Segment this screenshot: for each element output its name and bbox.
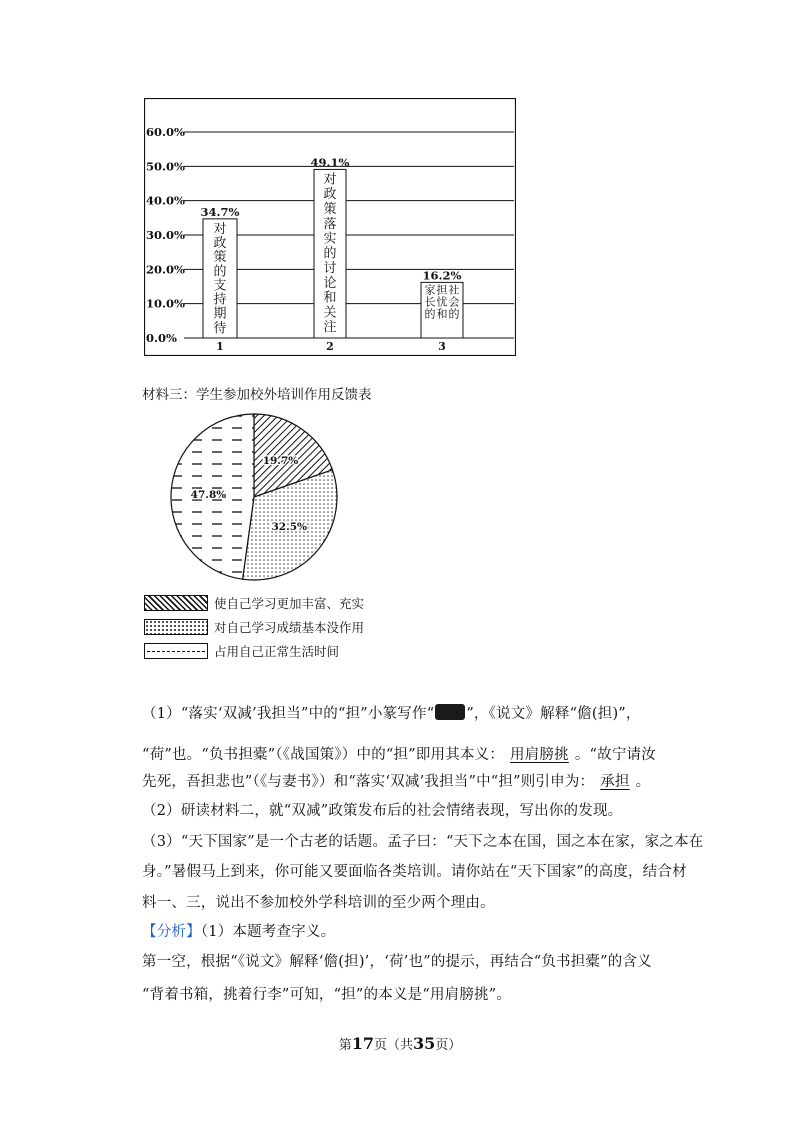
y-tick-label: 30.0% — [146, 228, 185, 242]
bar-inner-text: 政 — [323, 187, 337, 203]
seal-script-character-image — [435, 704, 465, 720]
answer-blank-1: 用肩膀挑 — [510, 747, 569, 763]
footer-text: 页（共 — [373, 1038, 413, 1053]
bar-inner-text: 注 — [323, 320, 337, 336]
bar-inner-text: 待 — [213, 320, 227, 336]
bar-inner-text: 政 — [213, 236, 227, 252]
total-pages: 35 — [413, 1034, 436, 1053]
bar-inner-text: 落 — [323, 216, 337, 232]
q1-line-3 — [142, 772, 650, 792]
bar-inner-text: 的 — [213, 264, 227, 280]
bar-inner-text: 实 — [323, 231, 337, 247]
y-tick-label: 50.0% — [146, 159, 185, 174]
legend-label: 占用自己正常生活时间 — [214, 644, 340, 659]
q2-text: （2）研读材料二，就“双减”政策发布后的社会情绪表现，写出你的发现。 — [142, 803, 623, 819]
q1-line-1 — [142, 704, 641, 724]
legend-item-occupy-time — [144, 641, 339, 661]
q1-text: ”，《说文》解释“儋(担)”， — [466, 706, 641, 722]
analysis-tag: 【分析】 — [142, 924, 201, 940]
bar-inner-text: 社 — [448, 283, 460, 297]
y-tick-label: 20.0% — [146, 262, 185, 277]
y-tick-label: 60.0% — [146, 125, 185, 139]
legend-label: 对自己学习成绩基本没作用 — [214, 620, 365, 635]
bar-inner-text: 的 — [424, 307, 436, 321]
bar-inner-text: 家 — [424, 283, 436, 297]
bar-chart — [144, 98, 516, 356]
page-footer — [0, 1034, 800, 1053]
bar-inner-text: 忧 — [436, 295, 448, 309]
y-tick-label: 10.0% — [146, 296, 185, 311]
legend-swatch-dash — [144, 643, 208, 659]
q3-line-2: 身。”暑假马上到来，你可能又要面临各类培训。请你站在“天下国家”的高度，结合材 — [142, 864, 687, 880]
bar-inner-text: 对 — [323, 172, 337, 188]
q1-line-2 — [142, 745, 656, 765]
q1-text: 。 — [635, 774, 651, 790]
legend-swatch-hatch — [144, 595, 208, 611]
page-number: 17 — [351, 1034, 374, 1053]
pie-data-label: 32.5% — [271, 520, 308, 533]
bar-inner-text: 期 — [213, 306, 227, 322]
bar-data-label: 34.7% — [200, 204, 240, 219]
bar-inner-text: 长 — [424, 295, 436, 309]
footer-text: 页） — [435, 1038, 462, 1053]
bar-inner-text: 和 — [323, 290, 337, 306]
bar-inner-text: 会 — [448, 295, 460, 309]
bar-inner-text: 支 — [213, 278, 227, 294]
bar-inner-text: 对 — [213, 221, 227, 237]
bar-inner-text: 策 — [213, 250, 227, 266]
analysis-line-2: 第一空，根据“《说文》解释‘儋(担)’，‘荷’也”的提示，再结合“负书担橐”的含义 — [142, 954, 652, 970]
bar-inner-text: 策 — [323, 201, 337, 217]
bar-inner-text: 和 — [436, 307, 448, 321]
analysis-line-3: “背着书箱，挑着行李”可知，“担”的本义是“用肩膀挑”。 — [142, 987, 512, 1003]
q3-line-1: （3）“天下国家”是一个古老的话题。孟子曰：“天下之本在国，国之本在家，家之本在 — [142, 834, 704, 850]
bar-inner-text: 关 — [323, 305, 337, 321]
q3-line-3: 料一、三，说出不参加校外学科培训的至少两个理由。 — [142, 895, 495, 911]
x-tick-label: 2 — [326, 340, 334, 353]
analysis-line-1 — [142, 922, 335, 942]
analysis-text: （1）本题考查字义。 — [200, 924, 336, 940]
footer-text: 第 — [338, 1038, 352, 1053]
pie-data-label: 47.8% — [190, 488, 227, 501]
bar-inner-text: 论 — [323, 275, 337, 291]
y-tick-label: 40.0% — [146, 193, 185, 208]
q1-text: “荷”也。“负书担橐”（《战国策》）中的“担”即用其本义： — [142, 747, 505, 763]
pie-chart — [170, 410, 340, 586]
q1-text: 先死，吾担悲也”（《与妻书》）和“落实‘双减’我担当”中“担”则引申为： — [142, 774, 595, 790]
q1-text: （1）“落实‘双减’我担当”中的“担”小篆写作“ — [142, 706, 435, 722]
material-three-caption: 材料三：学生参加校外培训作用反馈表 — [142, 387, 372, 403]
legend-label: 使自己学习更加丰富、充实 — [214, 596, 365, 611]
bar-inner-text: 讨 — [323, 261, 337, 277]
legend-item-enrich — [144, 593, 364, 613]
bar-inner-text: 的 — [448, 307, 460, 321]
q1-text: 。“故宁请汝 — [574, 747, 656, 763]
bar-inner-text: 持 — [213, 292, 227, 308]
bar-data-label: 16.2% — [422, 268, 462, 283]
legend-item-no-effect — [144, 617, 364, 637]
legend-swatch-dots — [144, 619, 208, 635]
x-tick-label: 3 — [438, 340, 446, 353]
bar-inner-text: 担 — [436, 283, 448, 297]
pie-data-label: 19.7% — [262, 454, 299, 467]
bar-inner-text: 的 — [323, 246, 337, 262]
x-tick-label: 1 — [216, 340, 224, 353]
bar-data-label: 49.1% — [310, 155, 350, 170]
answer-blank-2: 承担 — [600, 774, 630, 790]
y-tick-label: 0.0% — [146, 331, 177, 345]
